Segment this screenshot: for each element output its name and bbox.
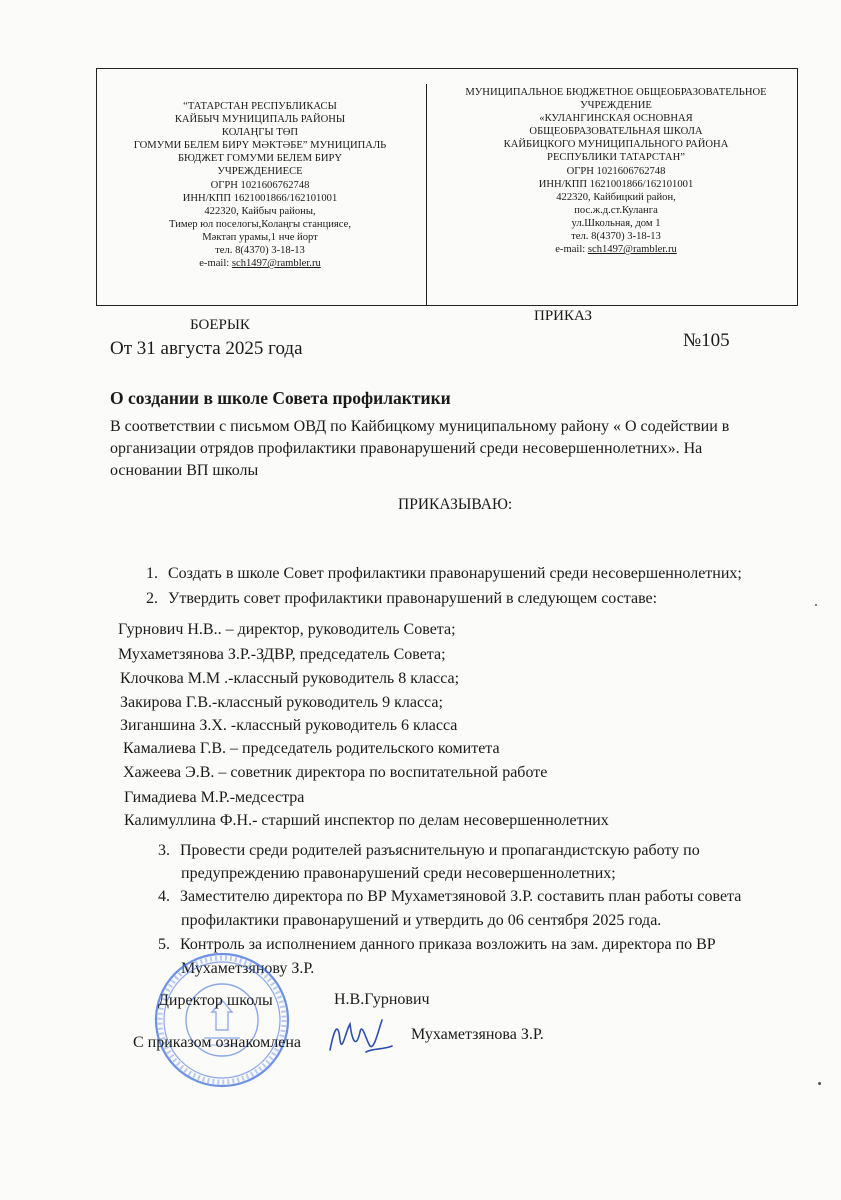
order-date: От 31 августа 2025 года bbox=[110, 338, 303, 359]
letterhead-tatar-line: КОЛАҢГЫ ТӨП bbox=[221, 127, 299, 139]
letterhead-russian-line: «КУЛАНГИНСКАЯ ОСНОВНАЯ bbox=[539, 113, 693, 125]
letterhead-tatar-line: “ТАТАРСТАН РЕСПУБЛИКАСЫ bbox=[183, 101, 337, 112]
letterhead-russian-line: РЕСПУБЛИКИ ТАТАРСТАН” bbox=[547, 152, 685, 164]
item-number: 2. bbox=[146, 590, 158, 607]
letterhead-tatar-line: БЮДЖЕТ ГОМУМИ БЕЛЕМ БИРҮ bbox=[177, 153, 343, 165]
item-text: Создать в школе Совет профилактики правонарушений среди несовершеннолетних; bbox=[168, 565, 742, 582]
letterhead-tatar-line: ГОМУМИ БЕЛЕМ БИРҮ МӘКТӘБЕ” МУНИЦИПАЛЬ bbox=[133, 140, 387, 152]
basis-line: организации отрядов профилактики правонарушений среди несовершеннолетних». На bbox=[110, 440, 703, 457]
letterhead-tatar bbox=[110, 100, 410, 270]
order-item-4-cont: профилактики правонарушений и утвердить до 06 сентября 2025 года. bbox=[181, 912, 662, 929]
order-item-1 bbox=[146, 565, 742, 583]
council-member: Гурнович Н.В.. – директор, руководитель Совета; bbox=[118, 621, 456, 638]
item-text: Заместителю директора по ВР Мухаметзяновой З.Р. составить план работы совета bbox=[180, 888, 742, 905]
order-item-3-cont: предупреждению правонарушений среди несовершеннолетних; bbox=[181, 865, 616, 882]
letterhead-tatar-line: УЧРЕЖДЕНИЕСЕ bbox=[217, 166, 303, 178]
item-number: 4. bbox=[158, 888, 170, 905]
council-member: Гимадиева М.Р.-медсестра bbox=[124, 789, 305, 806]
order-item-4 bbox=[158, 888, 741, 906]
item-number: 3. bbox=[158, 842, 170, 859]
letterhead-russian-line: пос.ж.д.ст.Куланга bbox=[574, 204, 658, 216]
item-text: Провести среди родителей разъяснительную и пропагандистскую работу по bbox=[180, 842, 700, 859]
prikaz-title: ПРИКАЗ bbox=[534, 308, 592, 324]
letterhead-tatar-line: КАЙБЫЧ МУНИЦИПАЛЬ РАЙОНЫ bbox=[174, 114, 346, 126]
order-basis bbox=[110, 416, 810, 482]
acknowledged-name: Мухаметзянова З.Р. bbox=[411, 1026, 544, 1043]
letterhead-russian-line: ИНН/КПП 1621001866/162101001 bbox=[538, 178, 694, 190]
scan-speck bbox=[818, 1082, 821, 1085]
letterhead-russian-line: КАЙБИЦКОГО МУНИЦИПАЛЬНОГО РАЙОНА bbox=[503, 139, 729, 151]
letterhead-russian bbox=[440, 86, 792, 256]
email-link[interactable]: sch1497@rambler.ru bbox=[231, 258, 321, 270]
council-member: Камалиева Г.В. – председатель родительского комитета bbox=[123, 740, 500, 757]
email-link[interactable]: sch1497@rambler.ru bbox=[587, 244, 677, 256]
basis-line: основании ВП школы bbox=[110, 462, 259, 479]
letterhead-russian-line: тел. 8(4370) 3-18-13 bbox=[571, 231, 661, 243]
order-number: №105 bbox=[683, 330, 730, 351]
council-member: Мухаметзянова З.Р.-ЗДВР, председатель Совета; bbox=[118, 646, 446, 663]
letterhead-tatar-line: тел. 8(4370) 3-18-13 bbox=[215, 245, 305, 257]
director-label: Директор школы bbox=[158, 992, 273, 1009]
council-member: Калимуллина Ф.Н.- старший инспектор по делам несовершеннолетних bbox=[124, 812, 609, 829]
item-number: 1. bbox=[146, 565, 158, 582]
letterhead-tatar-email bbox=[110, 257, 410, 270]
letterhead-divider bbox=[426, 84, 427, 306]
letterhead-tatar-line: Мәктәп урамы,1 нче йорт bbox=[202, 231, 318, 243]
order-subject: О создании в школе Совета профилактики bbox=[110, 388, 451, 408]
letterhead-russian-line: ОБЩЕОБРАЗОВАТЕЛЬНАЯ ШКОЛА bbox=[529, 126, 703, 138]
handwritten-signature bbox=[326, 1010, 396, 1060]
letterhead-tatar-line: 422320, Кайбыч районы, bbox=[204, 205, 316, 217]
order-item-5-cont: Мухаметзянову З.Р. bbox=[181, 960, 315, 977]
council-member: Клочкова М.М .-классный руководитель 8 класса; bbox=[120, 670, 460, 687]
scan-speck bbox=[815, 604, 817, 606]
school-seal-stamp bbox=[152, 950, 292, 1090]
letterhead-russian-line: ОГРН 1021606762748 bbox=[566, 165, 666, 177]
letterhead-tatar-line: ИНН/КПП 1621001866/162101001 bbox=[182, 192, 338, 204]
basis-line: В соответствии с письмом ОВД по Кайбицкому муниципальному району « О содействии в bbox=[110, 418, 730, 435]
item-text: Утвердить совет профилактики правонарушений в следующем составе: bbox=[168, 590, 658, 607]
letterhead-russian-line: ул.Школьная, дом 1 bbox=[571, 217, 661, 229]
email-label: e-mail: bbox=[199, 258, 232, 270]
letterhead-tatar-line: Тимер юл поселогы,Колаңгы станциясе, bbox=[169, 218, 351, 230]
order-word: ПРИКАЗЫВАЮ: bbox=[398, 496, 513, 513]
order-item-3 bbox=[158, 842, 700, 860]
council-member: Закирова Г.В.-классный руководитель 9 класса; bbox=[120, 694, 443, 711]
director-name: Н.В.Гурнович bbox=[334, 991, 430, 1008]
item-number: 5. bbox=[158, 936, 170, 953]
letterhead-tatar-line: ОГРН 1021606762748 bbox=[210, 179, 310, 191]
letterhead-russian-line: 422320, Кайбицкий район, bbox=[556, 191, 676, 203]
letterhead-russian-email bbox=[440, 243, 792, 256]
letterhead-russian-line: МУНИЦИПАЛЬНОЕ БЮДЖЕТНОЕ ОБЩЕОБРАЗОВАТЕЛЬНОЕ bbox=[465, 87, 767, 98]
council-member: Зиганшина З.Х. -классный руководитель 6 класса bbox=[120, 717, 458, 734]
item-text: Контроль за исполнением данного приказа возложить на зам. директора по ВР bbox=[180, 936, 716, 953]
letterhead-russian-line: УЧРЕЖДЕНИЕ bbox=[580, 100, 652, 112]
order-item-2 bbox=[146, 590, 657, 608]
acknowledged-label: С приказом ознакомлена bbox=[133, 1034, 301, 1051]
boerik-title: БОЕРЫК bbox=[190, 317, 250, 333]
email-label: e-mail: bbox=[555, 244, 588, 256]
council-member: Хажеева Э.В. – советник директора по воспитательной работе bbox=[123, 764, 548, 781]
